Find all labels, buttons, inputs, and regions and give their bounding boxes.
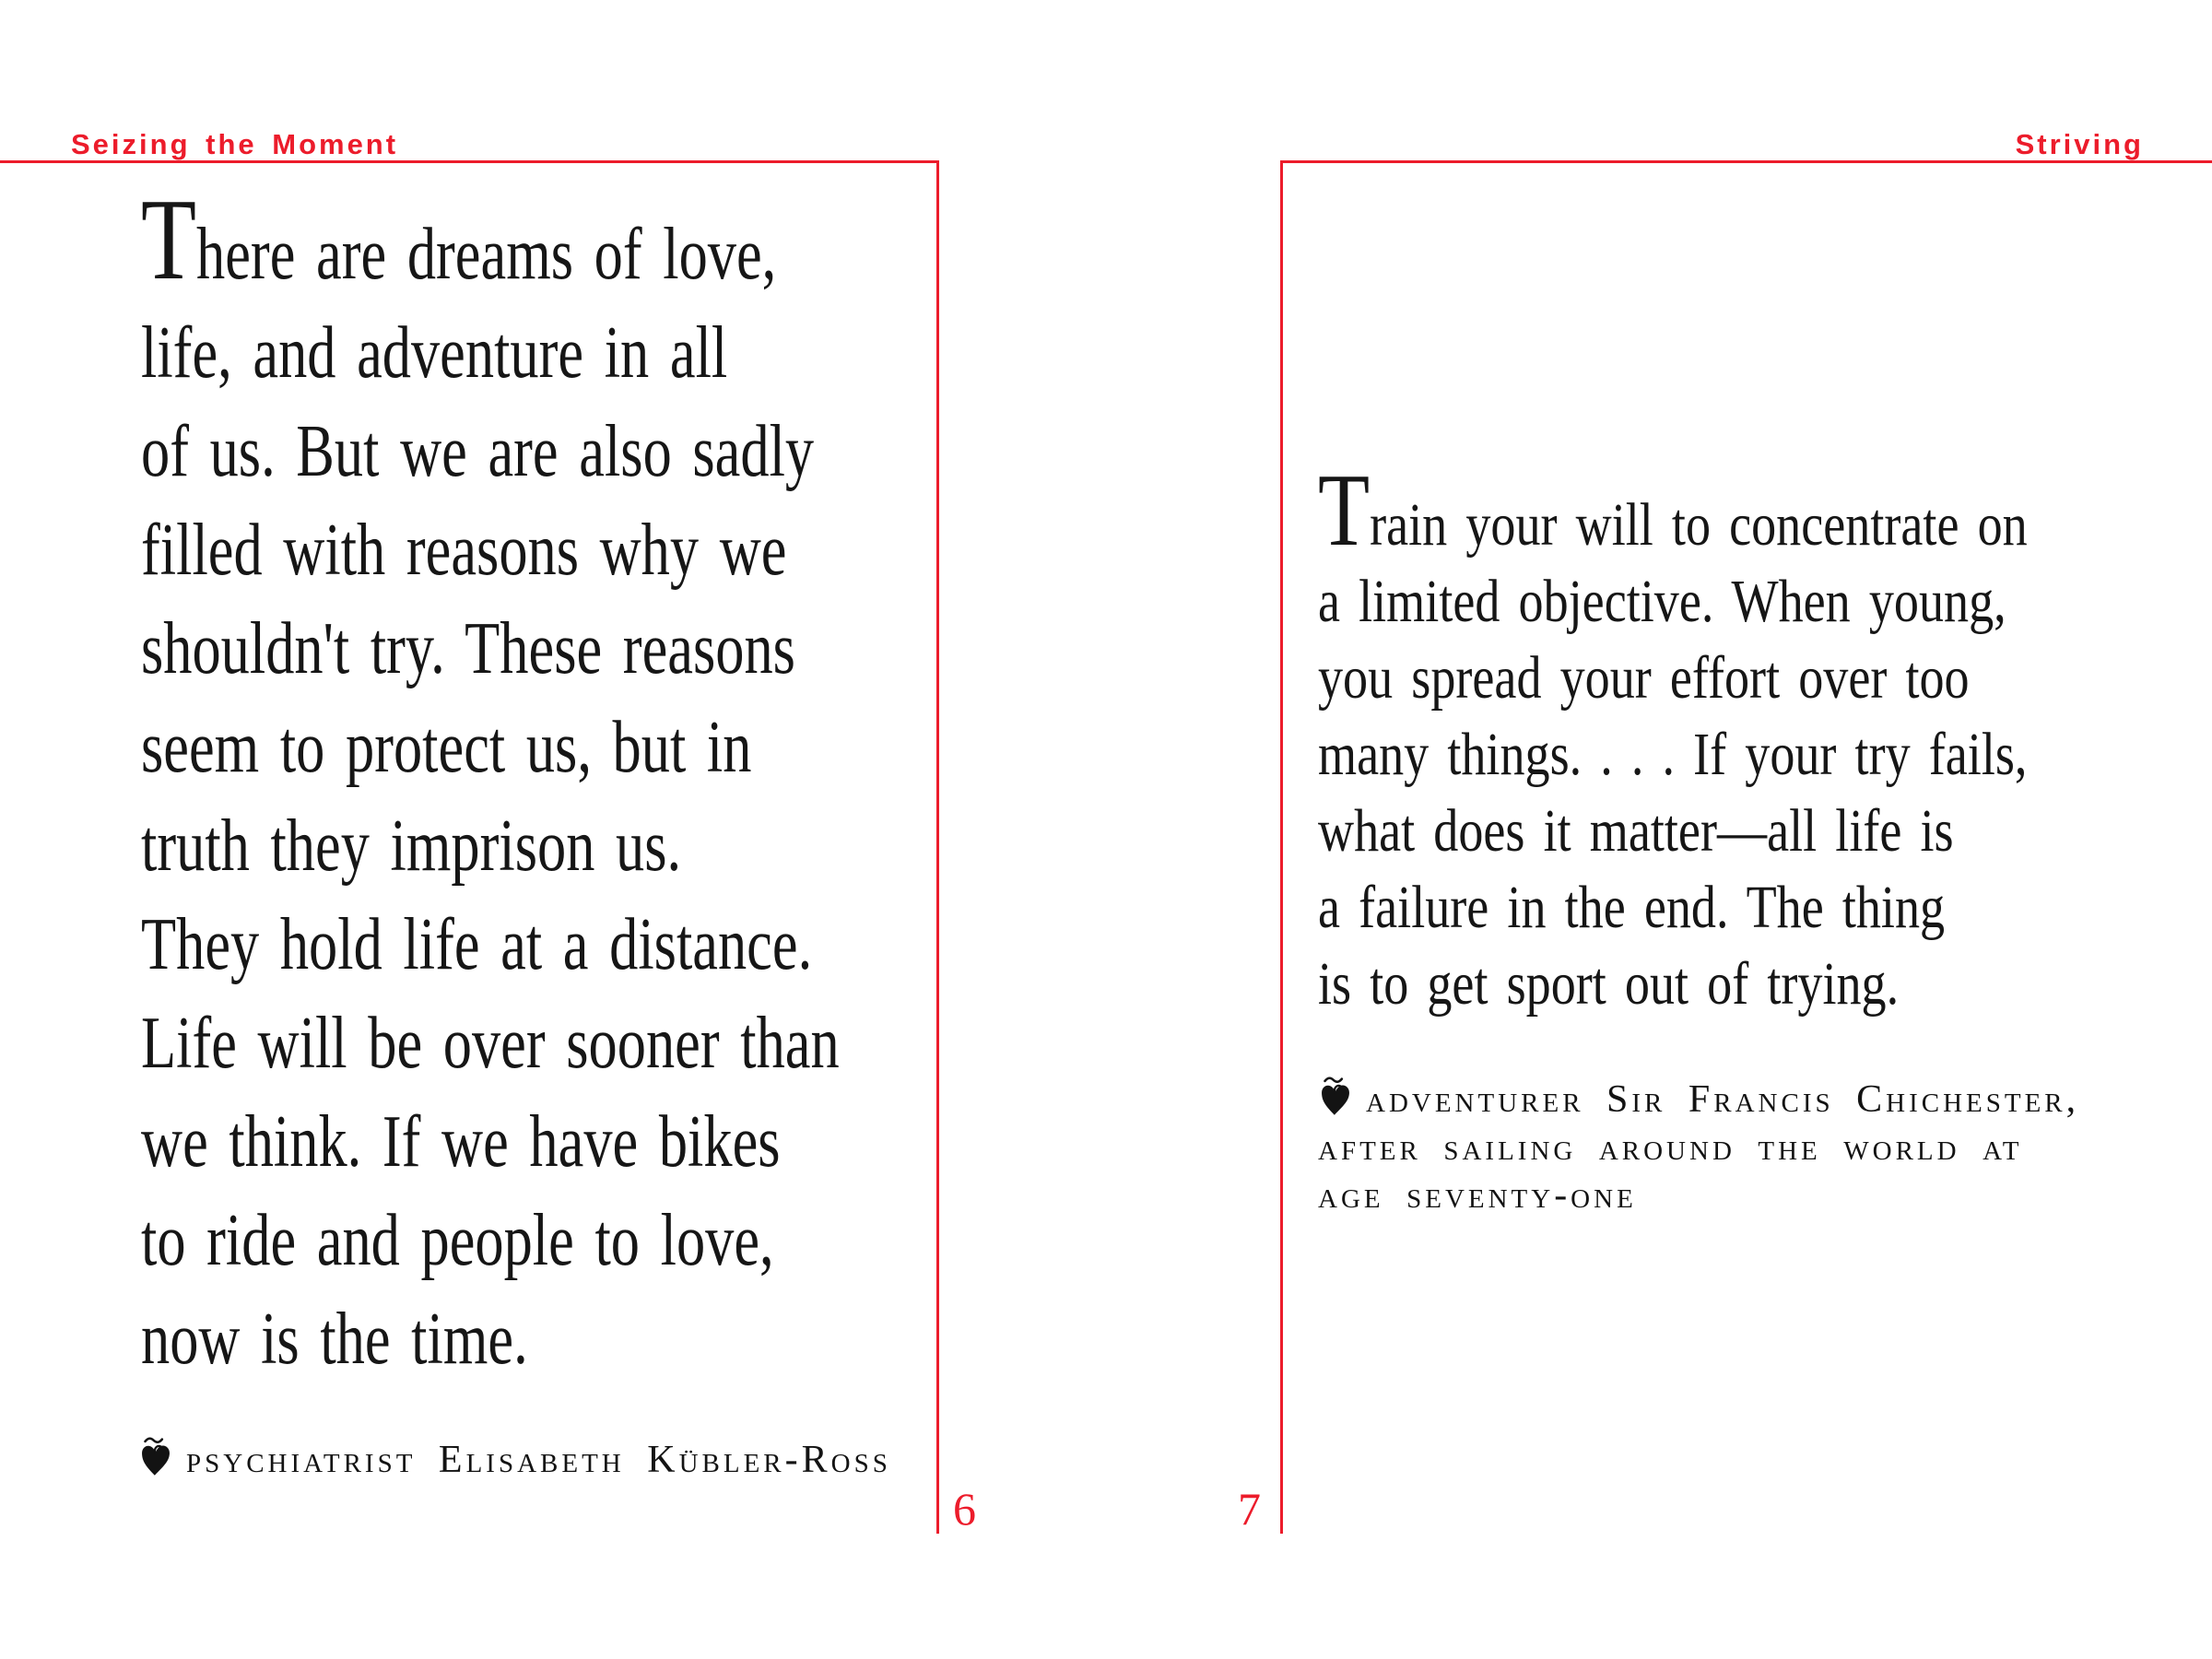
quote-line: many things. . . . If your try fails, [1318, 721, 2028, 788]
quote-line: you spread your effort over too [1318, 644, 1970, 712]
left-vertical-rule [936, 160, 939, 1534]
quote-line: now is the time. [141, 1299, 528, 1380]
quote-line-text: rain your will to concentrate on [1370, 491, 2028, 559]
right-running-header: Striving [2015, 128, 2144, 160]
quote-line: a limited objective. When young, [1318, 568, 2006, 635]
left-attribution [138, 1435, 891, 1484]
right-top-rule [1280, 160, 2212, 163]
left-initial-cap: T [141, 176, 197, 304]
quote-line: filled with reasons why we [141, 510, 787, 591]
right-quote-text [1318, 453, 2028, 1022]
right-initial-cap: T [1318, 453, 1371, 568]
quote-line [1318, 453, 2028, 568]
right-page-number: 7 [1238, 1483, 1261, 1535]
floral-heart-icon [138, 1435, 173, 1477]
quote-line: Life will be over sooner than [141, 1003, 840, 1084]
quote-line-text: here are dreams of love, [196, 214, 777, 295]
left-running-header: Seizing the Moment [71, 128, 399, 160]
right-vertical-rule [1280, 160, 1283, 1534]
quote-line: of us. But we are also sadly [141, 411, 815, 492]
attribution-line-text: adventurer Sir Francis Chichester, [1366, 1078, 2080, 1121]
quote-line: a failure in the end. The thing [1318, 874, 1946, 941]
quote-line: shouldn't try. These reasons [141, 608, 795, 689]
quote-line: to ride and people to love, [141, 1200, 774, 1281]
quote-line: They hold life at a distance. [141, 904, 813, 985]
quote-line: life, and adventure in all [141, 312, 728, 394]
quote-line: is to get sport out of trying. [1318, 950, 1900, 1018]
floral-heart-icon [1318, 1075, 1353, 1117]
left-attribution-text: psychiatrist Elisabeth Kübler-Ross [186, 1439, 891, 1481]
left-page-number: 6 [953, 1483, 976, 1535]
quote-line [141, 176, 840, 304]
left-top-rule [0, 160, 939, 163]
quote-line: truth they imprison us. [141, 806, 682, 887]
quote-line: what does it matter—all life is [1318, 797, 1954, 865]
attribution-line: age seventy-one [1318, 1174, 1637, 1217]
left-quote-text [141, 176, 840, 1389]
attribution-line [1318, 1075, 2079, 1124]
quote-line: we think. If we have bikes [141, 1101, 781, 1182]
attribution-line: after sailing around the world at [1318, 1126, 2023, 1169]
quote-line: seem to protect us, but in [141, 707, 752, 788]
right-attribution [1318, 1075, 2079, 1219]
